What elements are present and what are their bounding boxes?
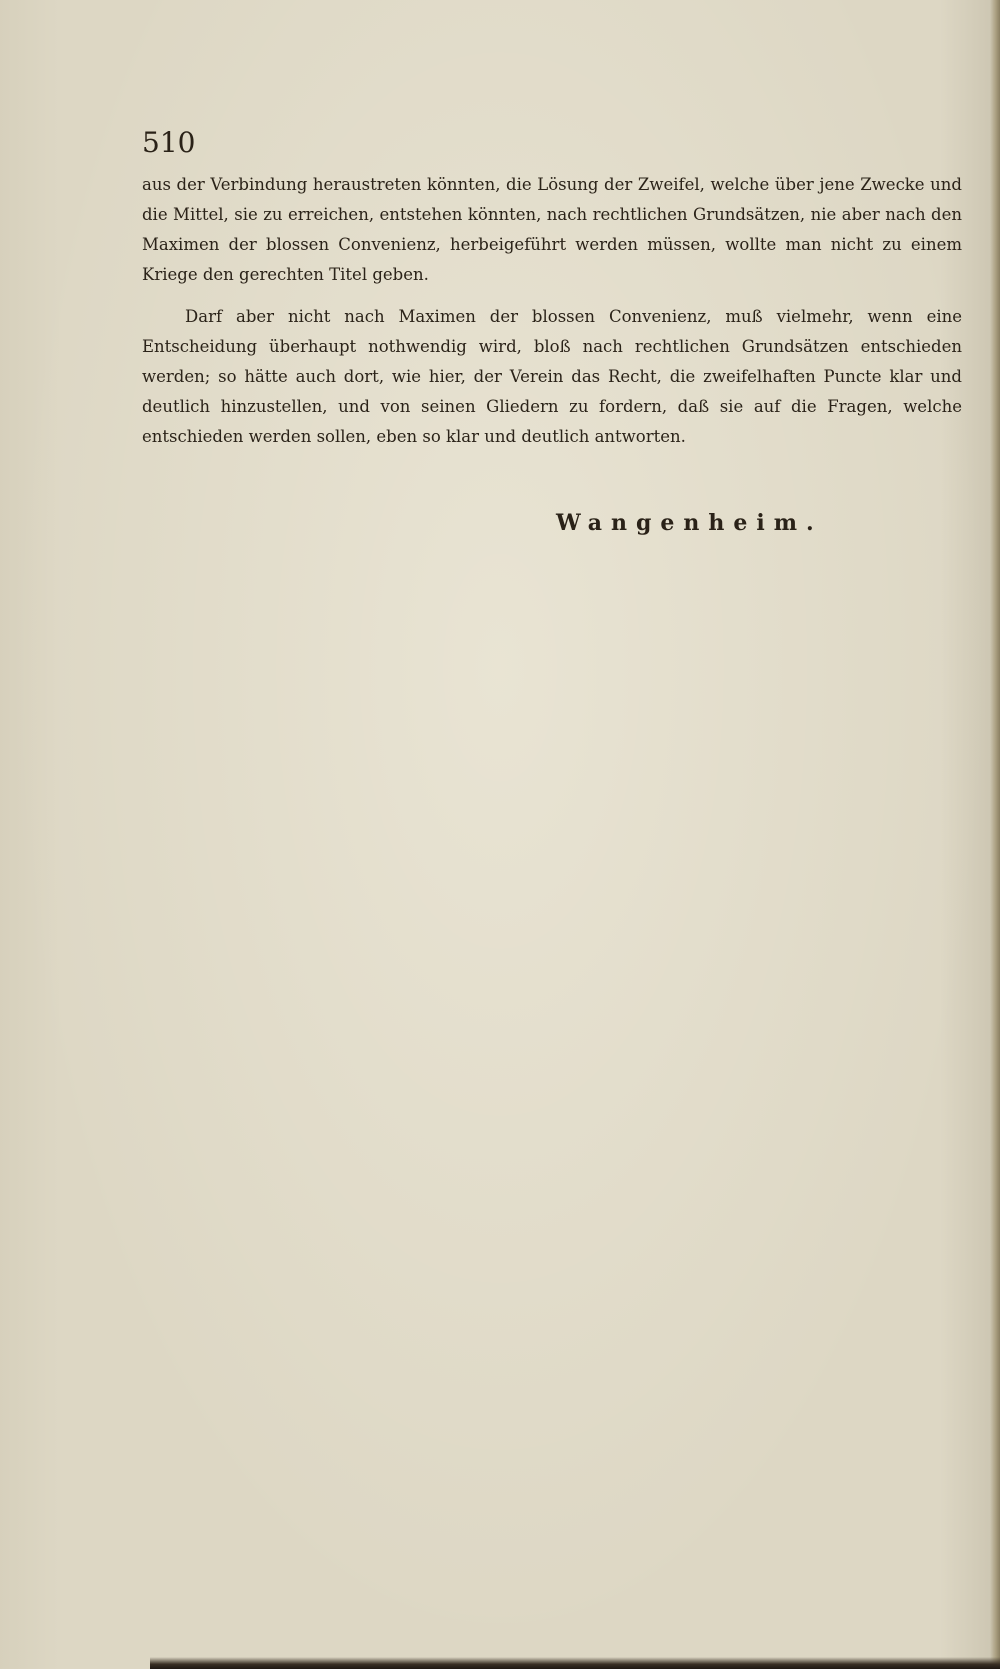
paragraph-1: aus der Verbindung heraustreten könnten, die Lösung der Zweifel, welche über jene Zwecke und die Mittel, sie zu erreichen, entstehen könnten, nach rechtlichen Grundsätzen, nie aber nach den Maximen der blossen Convenienz, herbeigeführt werden müssen, wollte man nicht zu einem Kriege den gerechten Titel geben. (142, 175, 962, 284)
page-edge-right (990, 0, 1000, 1669)
page-edge-bottom (150, 1657, 1000, 1669)
page-number: 510 (142, 126, 196, 159)
body-text (142, 170, 962, 452)
paragraph-2: Darf aber nicht nach Maximen der blossen Convenienz, muß vielmehr, wenn eine Entscheidung überhaupt nothwendig wird, bloß nach rechtlichen Grundsätzen entschieden werden; so hätte auch dort, wie hier, der Verein das Recht, die zweifelhaften Puncte klar und deutlich hinzustellen, und von seinen Gliedern zu fordern, daß sie auf die Fragen, welche entschieden werden sollen, eben so klar und deutlich antworten. (142, 307, 962, 446)
signature: Wangenheim. (556, 510, 823, 536)
